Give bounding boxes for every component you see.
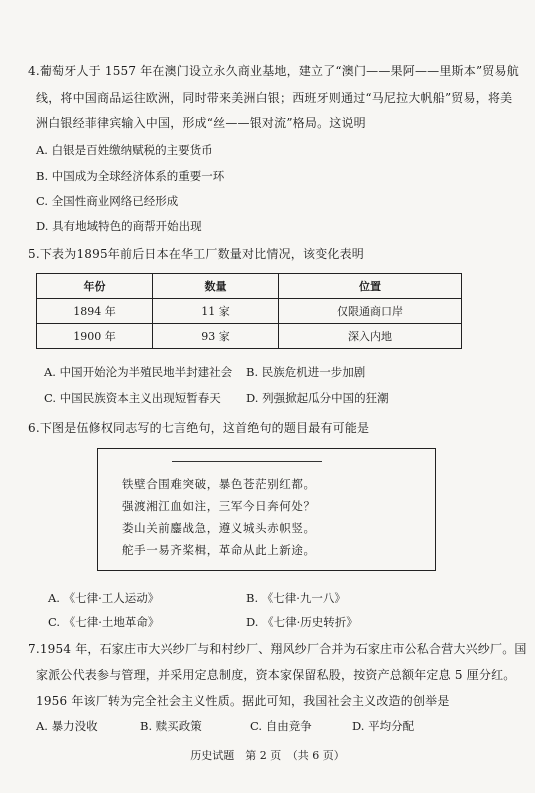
poem-box	[97, 448, 436, 571]
poem-line-4: 舵手一易齐桨楫，革命从此上新途。	[122, 543, 316, 557]
q5-option-d: D. 列强掀起瓜分中国的狂潮	[246, 391, 389, 405]
table-row	[37, 299, 462, 324]
table-cell: 1894 年	[37, 299, 153, 324]
poem-line-3: 娄山关前鏖战急，遵义城头赤帜竖。	[122, 521, 316, 535]
table-cell: 深入内地	[279, 324, 462, 349]
q4-stem-line-2: 线，将中国商品运往欧洲，同时带来美洲白银；西班牙则通过“马尼拉大帆船”贸易，将美	[36, 91, 513, 105]
q7-stem-line-2: 家派公代表参与管理，并采用定息制度，资本家保留私股，按资产总额年定息 5 厘分红。	[36, 668, 516, 682]
q4-stem-line-1: 4.葡萄牙人于 1557 年在澳门设立永久商业基地，建立了“澳门——果阿——里斯本”贸易航	[28, 64, 519, 78]
page-footer: 历史试题 第 2 页 （共 6 页）	[190, 749, 345, 762]
poem-title-blank	[172, 461, 322, 464]
q6-stem: 6.下图是伍修权同志写的七言绝句，这首绝句的题目最有可能是	[28, 421, 370, 435]
q4-option-a: A. 白银是百姓缴纳赋税的主要货币	[36, 143, 213, 157]
q6-option-a: A. 《七律·工人运动》	[48, 591, 160, 605]
q7-option-c: C. 自由竞争	[250, 719, 312, 733]
table-header-year: 年份	[37, 274, 153, 299]
q7-option-b: B. 赎买政策	[140, 719, 202, 733]
table-header-location: 位置	[279, 274, 462, 299]
q7-option-a: A. 暴力没收	[36, 719, 98, 733]
q6-option-d: D. 《七律·历史转折》	[246, 615, 358, 629]
q7-stem-line-3: 1956 年该厂转为完全社会主义性质。据此可知，我国社会主义改造的创举是	[36, 694, 450, 708]
q7-stem-line-1: 7.1954 年，石家庄市大兴纱厂与和村纱厂、翔风纱厂合并为石家庄市公私合营大兴纱厂。国	[28, 642, 527, 656]
q4-option-b: B. 中国成为全球经济体系的重要一环	[36, 169, 225, 183]
q4-option-c: C. 全国性商业网络已经形成	[36, 194, 179, 208]
table-header-row	[37, 274, 462, 299]
table-cell: 仅限通商口岸	[279, 299, 462, 324]
q5-option-b: B. 民族危机进一步加剧	[246, 365, 366, 379]
q4-option-d: D. 具有地域特色的商帮开始出现	[36, 219, 202, 233]
q6-option-c: C. 《七律·土地革命》	[48, 615, 160, 629]
table-row	[37, 324, 462, 349]
table-cell: 1900 年	[37, 324, 153, 349]
q6-option-b: B. 《七律·九一八》	[246, 591, 346, 605]
q5-option-a: A. 中国开始沦为半殖民地半封建社会	[44, 365, 233, 379]
table-cell: 11 家	[153, 299, 279, 324]
table-cell: 93 家	[153, 324, 279, 349]
factory-table	[36, 273, 462, 349]
q7-option-d: D. 平均分配	[352, 719, 415, 733]
q5-stem: 5.下表为1895年前后日本在华工厂数量对比情况，该变化表明	[28, 247, 364, 261]
poem-line-2: 强渡湘江血如注，三军今日奔何处？	[122, 499, 316, 513]
table-header-count: 数量	[153, 274, 279, 299]
poem-line-1: 铁壁合围难突破，暴色苍茫别红都。	[122, 477, 316, 491]
q5-option-c: C. 中国民族资本主义出现短暂春天	[44, 391, 221, 405]
q4-stem-line-3: 洲白银经菲律宾输入中国，形成“丝——银对流”格局。这说明	[36, 116, 366, 130]
